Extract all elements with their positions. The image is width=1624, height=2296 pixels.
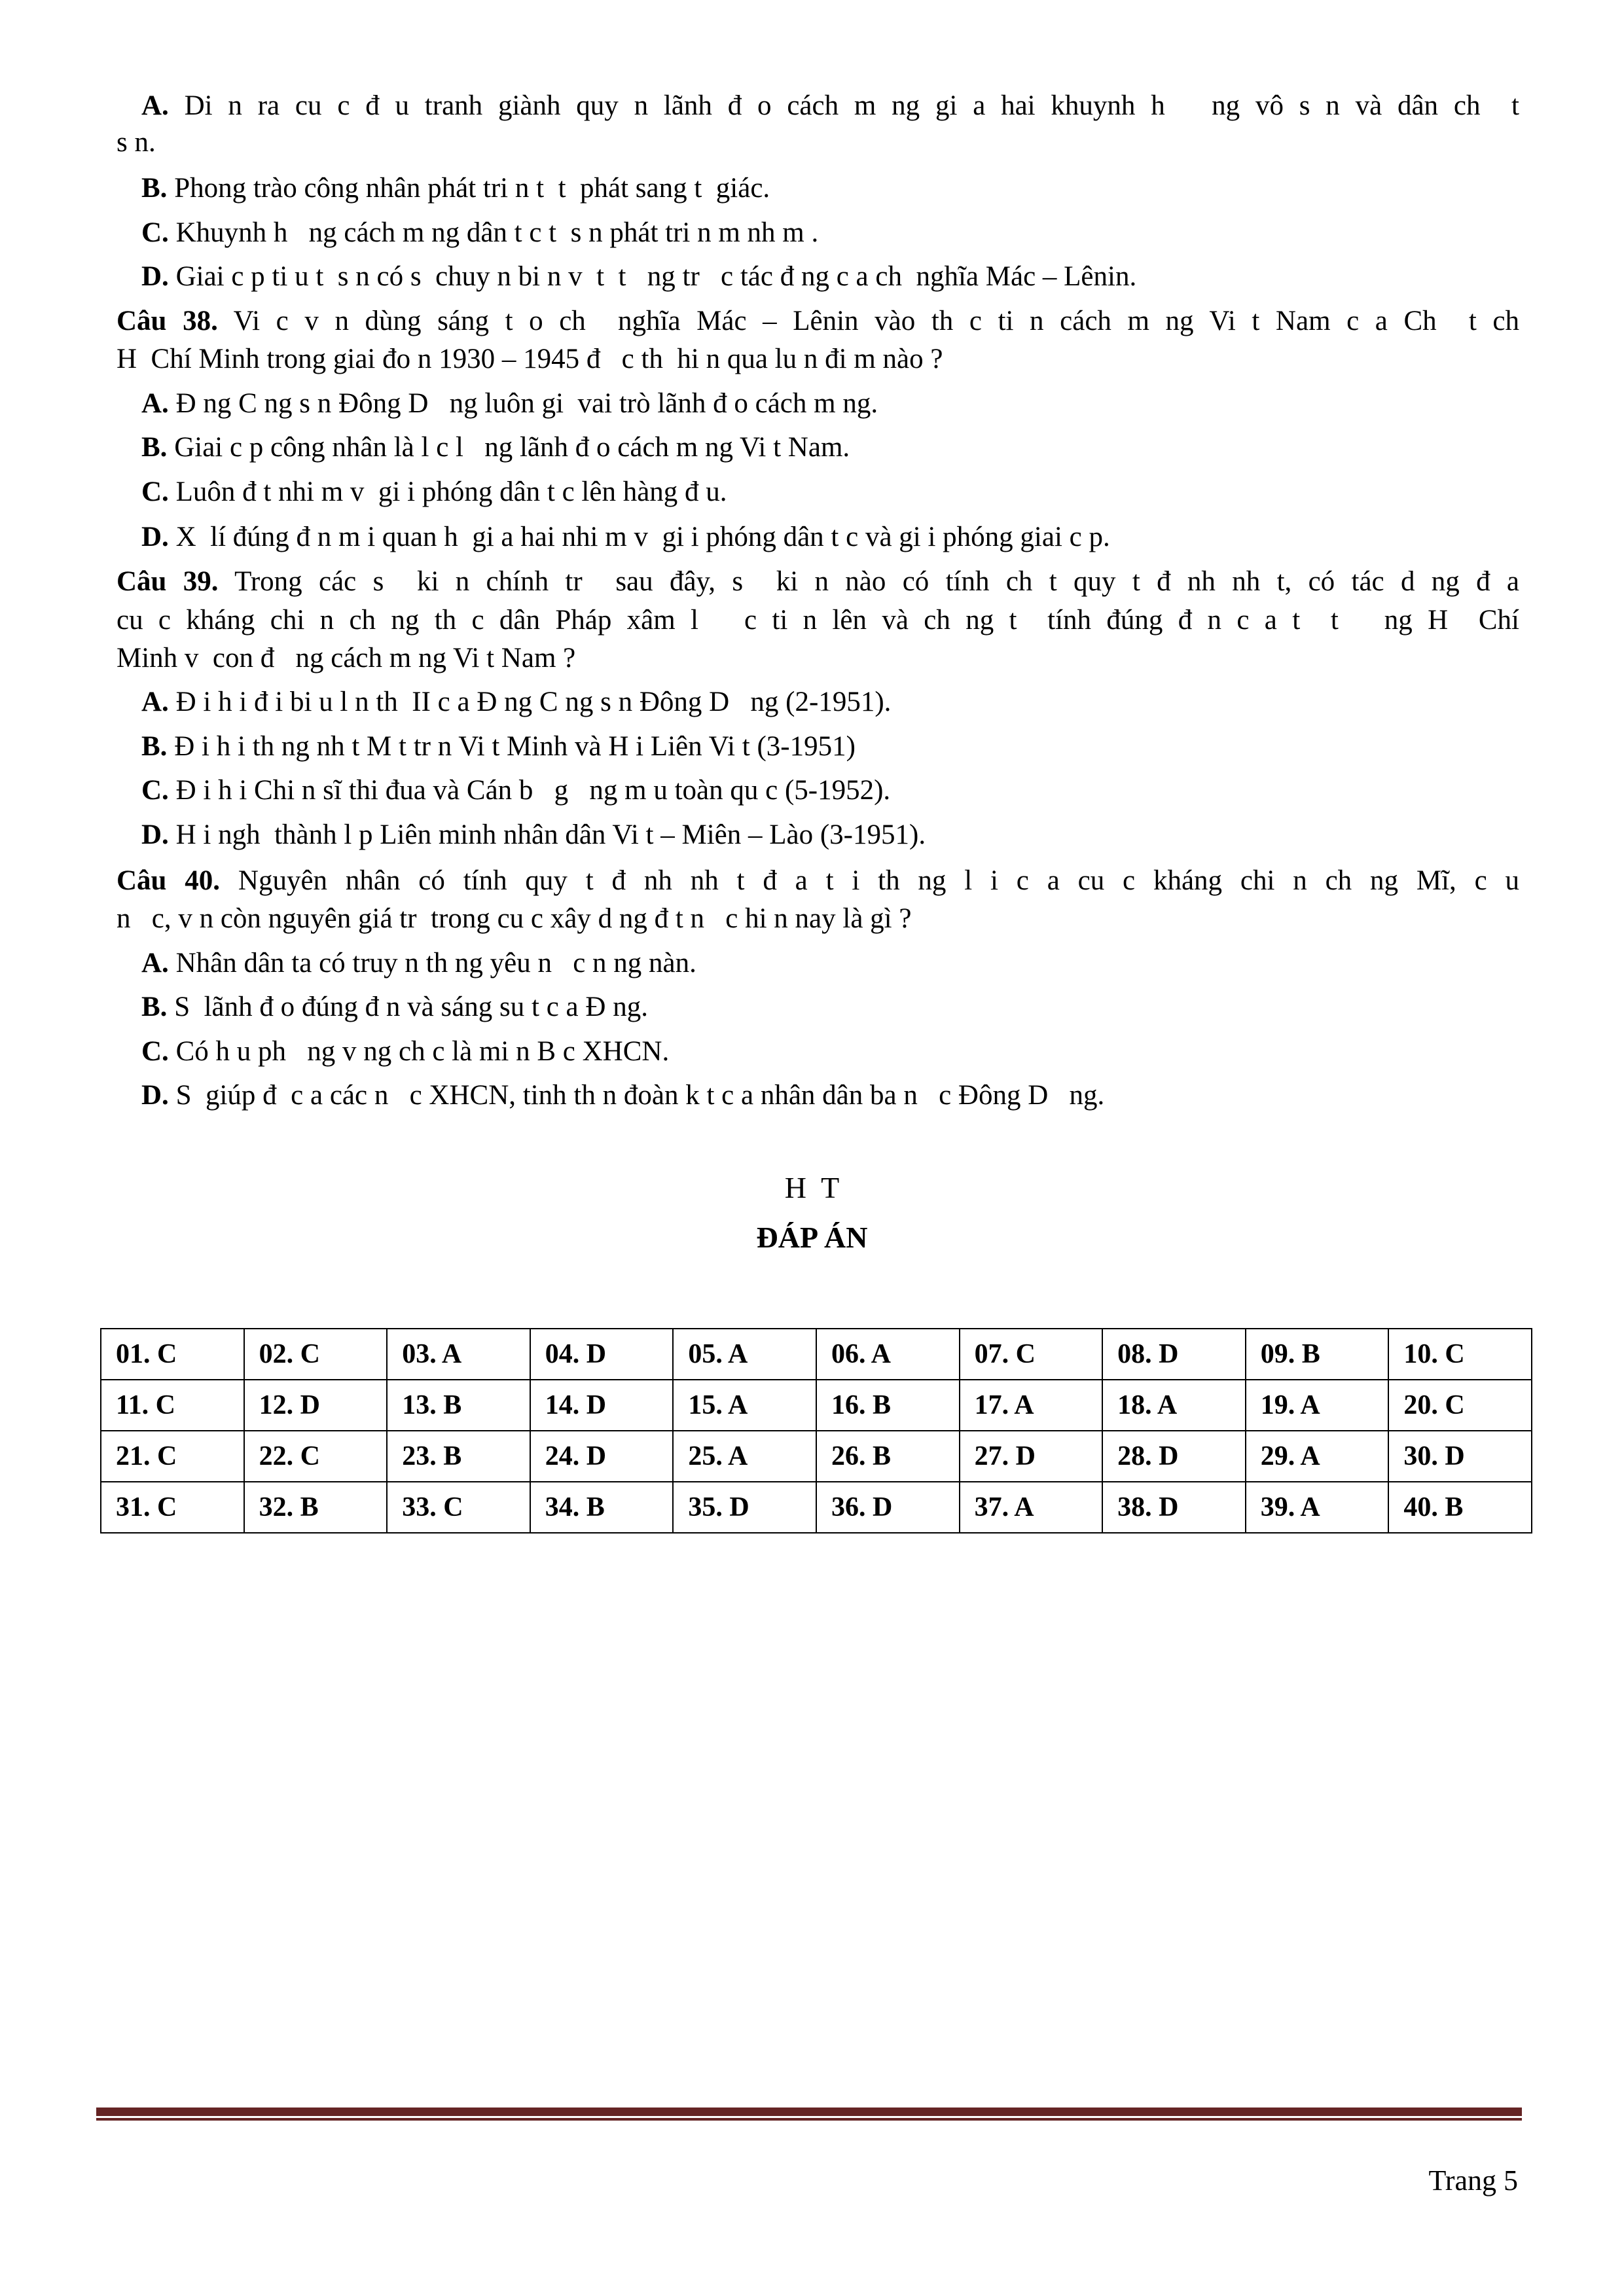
option-line xyxy=(141,990,648,1024)
answer-cell: 19. A xyxy=(1246,1380,1389,1431)
answer-cell: 03. A xyxy=(387,1329,530,1380)
text-line xyxy=(117,902,911,936)
option-label: B. xyxy=(141,731,168,762)
answer-cell: 36. D xyxy=(816,1482,960,1533)
line-text: Đ i h i th ng nh t M t tr n Vi t Minh và H i Liên Vi t (3-1951) xyxy=(167,731,856,762)
page-number: Trang 5 xyxy=(1428,2164,1518,2197)
option-label: D. xyxy=(141,819,169,850)
answer-cell: 02. C xyxy=(244,1329,388,1380)
option-label: D. xyxy=(141,261,169,292)
answer-cell: 10. C xyxy=(1388,1329,1532,1380)
footer-rule-thin xyxy=(96,2118,1522,2121)
answer-cell: 18. A xyxy=(1102,1380,1246,1431)
option-label: B. xyxy=(141,992,168,1022)
answer-key-title: ĐÁP ÁN xyxy=(756,1221,868,1254)
option-label: C. xyxy=(141,1036,169,1067)
option-line xyxy=(141,946,696,980)
option-line xyxy=(141,89,1519,123)
option-line xyxy=(141,171,770,206)
line-text: Trong các s ki n chính tr sau đây, s ki n nào có tính ch t quy t đ nh nh t, có tác d ng đ a xyxy=(218,566,1519,597)
option-label: A. xyxy=(141,90,169,121)
option-line xyxy=(141,387,878,421)
line-text: S lãnh đ o đúng đ n và sáng su t c a Đ ng. xyxy=(167,992,648,1022)
answer-cell: 24. D xyxy=(530,1431,674,1482)
answer-cell: 39. A xyxy=(1246,1482,1389,1533)
option-label: A. xyxy=(141,687,169,717)
answer-cell: 35. D xyxy=(673,1482,816,1533)
line-text: Vi c v n dùng sáng t o ch nghĩa Mác – Lênin vào th c ti n cách m ng Vi t Nam c a Ch t ch xyxy=(217,306,1519,336)
line-text: Luôn đ t nhi m v gi i phóng dân t c lên hàng đ u. xyxy=(168,476,727,507)
line-text: S giúp đ c a các n c XHCN, tinh th n đoàn k t c a nhân dân ba n c Đông D ng. xyxy=(168,1080,1105,1111)
line-text: cu c kháng chi n ch ng th c dân Pháp xâm l c ti n lên và ch ng t tính đúng đ n c a t t ng H Chí xyxy=(117,605,1519,636)
answer-cell: 27. D xyxy=(960,1431,1103,1482)
answer-cell: 05. A xyxy=(673,1329,816,1380)
option-line xyxy=(141,685,891,719)
option-line xyxy=(141,1035,669,1069)
option-label: D. xyxy=(141,1080,169,1111)
text-line xyxy=(117,342,943,376)
answer-cell: 08. D xyxy=(1102,1329,1246,1380)
line-text: Di n ra cu c đ u tranh giành quy n lãnh đ o cách m ng gi a hai khuynh h ng vô s n và dân ch t xyxy=(168,90,1519,121)
line-text: Đ ng C ng s n Đông D ng luôn gi vai trò lãnh đ o cách m ng. xyxy=(168,388,878,419)
answer-cell: 40. B xyxy=(1388,1482,1532,1533)
line-text: Minh v con đ ng cách m ng Vi t Nam ? xyxy=(117,643,576,673)
option-label: D. xyxy=(141,522,169,552)
answer-cell: 07. C xyxy=(960,1329,1103,1380)
line-text: Đ i h i Chi n sĩ thi đua và Cán b g ng m u toàn qu c (5-1952). xyxy=(168,775,891,806)
line-text: n c, v n còn nguyên giá tr trong cu c xây d ng đ t n c hi n nay là gì ? xyxy=(117,903,912,934)
answer-cell: 38. D xyxy=(1102,1482,1246,1533)
answer-cell: 01. C xyxy=(101,1329,244,1380)
answer-cell: 16. B xyxy=(816,1380,960,1431)
answer-row xyxy=(101,1329,1532,1380)
answer-cell: 28. D xyxy=(1102,1431,1246,1482)
option-label: C. xyxy=(141,476,169,507)
line-text: Giai c p ti u t s n có s chuy n bi n v t t ng tr c tác đ ng c a ch nghĩa Mác – Lênin. xyxy=(168,261,1137,292)
question-line xyxy=(117,565,1519,599)
answer-row xyxy=(101,1482,1532,1533)
question-number: Câu 38. xyxy=(117,306,218,336)
answer-cell: 32. B xyxy=(244,1482,388,1533)
answer-cell: 04. D xyxy=(530,1329,674,1380)
option-line xyxy=(141,774,890,808)
answer-cell: 09. B xyxy=(1246,1329,1389,1380)
option-line xyxy=(141,216,818,250)
line-text: Phong trào công nhân phát tri n t t phát sang t giác. xyxy=(167,173,770,204)
answer-cell: 13. B xyxy=(387,1380,530,1431)
question-number: Câu 39. xyxy=(117,566,219,597)
option-label: C. xyxy=(141,217,169,248)
option-label: A. xyxy=(141,948,169,978)
answer-cell: 11. C xyxy=(101,1380,244,1431)
option-label: C. xyxy=(141,775,169,806)
answer-cell: 33. C xyxy=(387,1482,530,1533)
option-line xyxy=(141,730,856,764)
answer-cell: 30. D xyxy=(1388,1431,1532,1482)
footer-rule-thick xyxy=(96,2108,1522,2116)
question-line xyxy=(117,864,1519,898)
answer-cell: 31. C xyxy=(101,1482,244,1533)
answer-cell: 25. A xyxy=(673,1431,816,1482)
line-text: Giai c p công nhân là l c l ng lãnh đ o cách m ng Vi t Nam. xyxy=(167,432,850,463)
line-text: Nguyên nhân có tính quy t đ nh nh t đ a t i th ng l i c a cu c kháng chi n ch ng Mĩ, c u xyxy=(220,865,1520,896)
line-text: Có h u ph ng v ng ch c là mi n B c XHCN. xyxy=(168,1036,670,1067)
line-text: Nhân dân ta có truy n th ng yêu n c n ng nàn. xyxy=(168,948,696,978)
answer-cell: 29. A xyxy=(1246,1431,1389,1482)
answer-cell: 23. B xyxy=(387,1431,530,1482)
line-text: Khuynh h ng cách m ng dân t c t s n phát tri n m nh m . xyxy=(168,217,819,248)
answer-cell: 20. C xyxy=(1388,1380,1532,1431)
answer-cell: 26. B xyxy=(816,1431,960,1482)
question-line xyxy=(117,304,1519,338)
option-label: A. xyxy=(141,388,169,419)
answer-cell: 15. A xyxy=(673,1380,816,1431)
option-line xyxy=(141,1079,1104,1113)
option-line xyxy=(141,475,727,509)
line-text: H i ngh thành l p Liên minh nhân dân Vi t – Miên – Lào (3-1951). xyxy=(168,819,926,850)
question-number: Câu 40. xyxy=(117,865,221,896)
line-text: X lí đúng đ n m i quan h gi a hai nhi m v gi i phóng dân t c và gi i phóng giai c p. xyxy=(168,522,1110,552)
answer-row xyxy=(101,1431,1532,1482)
line-text: H Chí Minh trong giai đo n 1930 – 1945 đ c th hi n qua lu n đi m nào ? xyxy=(117,344,943,374)
answer-cell: 34. B xyxy=(530,1482,674,1533)
option-label: B. xyxy=(141,173,168,204)
text-line xyxy=(117,126,156,160)
text-line xyxy=(117,603,1519,637)
answer-row xyxy=(101,1380,1532,1431)
answer-cell: 21. C xyxy=(101,1431,244,1482)
line-text: s n. xyxy=(117,127,156,158)
answer-table xyxy=(100,1328,1532,1534)
option-line xyxy=(141,260,1136,294)
answer-cell: 06. A xyxy=(816,1329,960,1380)
line-text: Đ i h i đ i bi u l n th II c a Đ ng C ng s n Đông D ng (2-1951). xyxy=(168,687,892,717)
answer-cell: 17. A xyxy=(960,1380,1103,1431)
answer-cell: 14. D xyxy=(530,1380,674,1431)
option-label: B. xyxy=(141,432,168,463)
option-line xyxy=(141,431,850,465)
answer-cell: 12. D xyxy=(244,1380,388,1431)
text-line xyxy=(117,641,575,675)
end-heading: H T xyxy=(784,1171,840,1204)
answer-cell: 37. A xyxy=(960,1482,1103,1533)
option-line xyxy=(141,520,1110,554)
option-line xyxy=(141,818,926,852)
answer-cell: 22. C xyxy=(244,1431,388,1482)
